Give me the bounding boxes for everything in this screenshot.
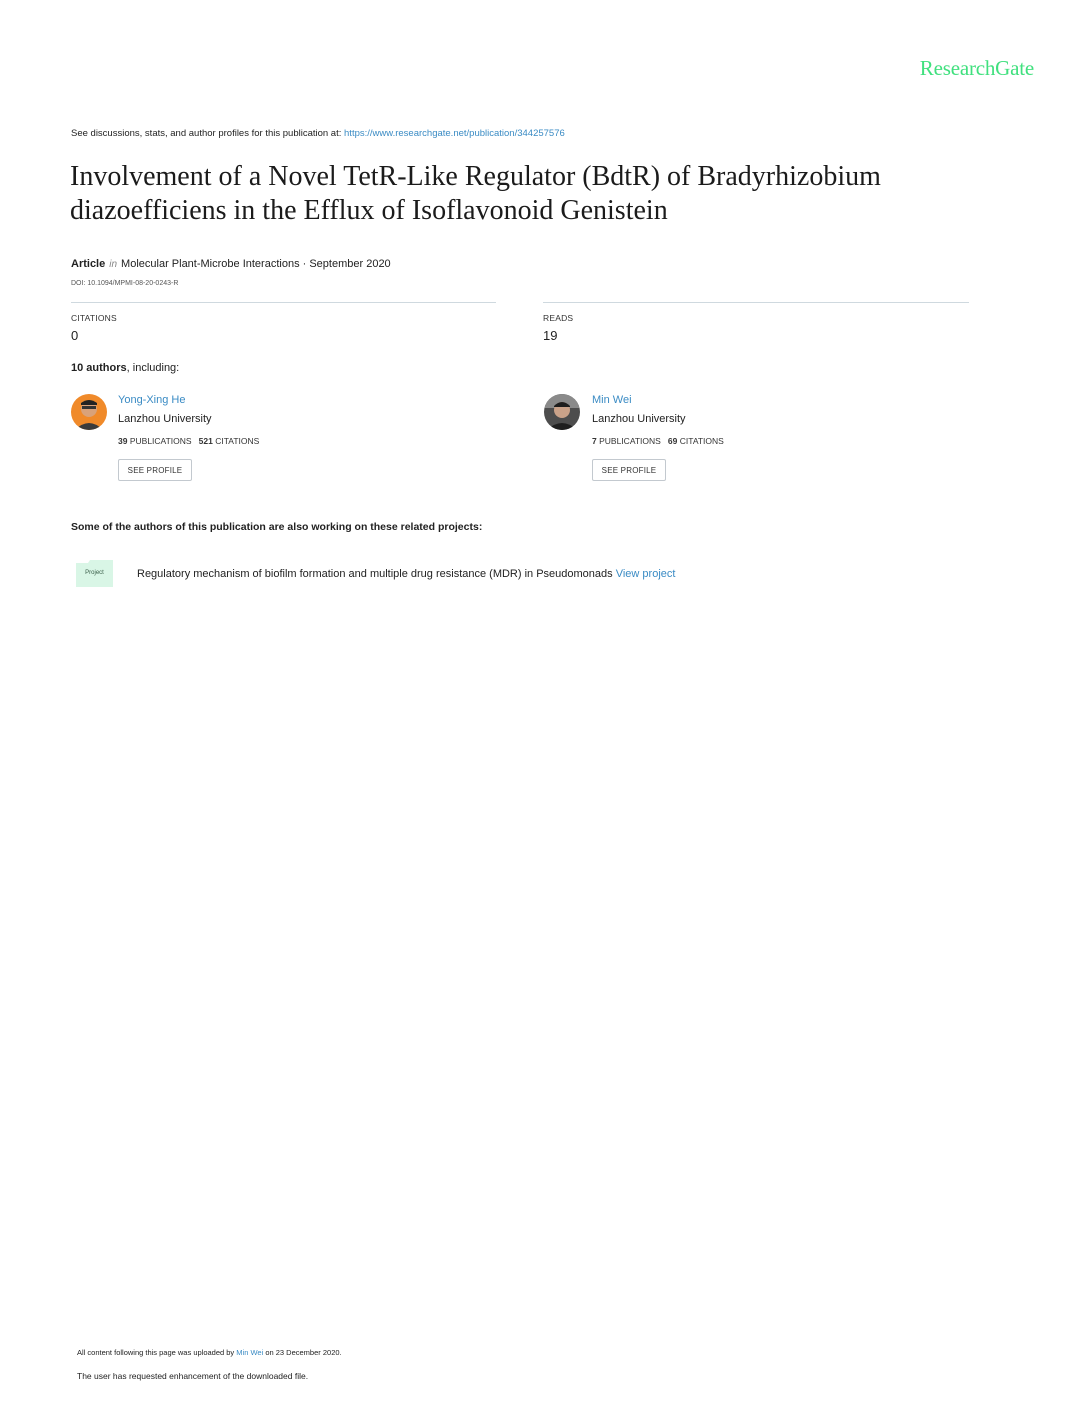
project-icon-label: Project [85,570,104,576]
publications-count: 7 [592,436,597,446]
upload-note [77,1348,342,1357]
journal-date: Molecular Plant-Microbe Interactions · September 2020 [121,258,391,270]
upload-suffix: on 23 December 2020. [263,1348,342,1357]
article-meta [71,258,391,270]
divider-right [543,302,969,303]
divider-left [71,302,496,303]
article-type: Article [71,258,106,270]
author-photo-icon [544,394,580,430]
project-item [137,568,675,580]
authors-including: , including: [126,362,180,374]
avatar[interactable] [544,394,580,430]
project-folder-icon [76,560,113,587]
title-line-2: diazoefficiens in the Efflux of Isoflavonoid Genistein [70,195,668,226]
url-intro-text: See discussions, stats, and author profiles for this publication at: [71,128,345,139]
publications-label: PUBLICATIONS [129,436,192,446]
author-institution: Lanzhou University [118,413,212,425]
see-profile-button[interactable]: SEE PROFILE [592,459,666,481]
authors-heading [71,362,179,374]
authors-count: 10 authors [71,362,127,374]
in-word: in [109,259,118,270]
publication-url-link[interactable]: https://www.researchgate.net/publication/344257576 [344,128,565,139]
enhancement-note: The user has requested enhancement of the downloaded file. [77,1371,309,1381]
author-stats [118,436,259,446]
upload-prefix: All content following this page was uploaded by [77,1348,237,1357]
avatar[interactable] [71,394,107,430]
author-institution: Lanzhou University [592,413,686,425]
see-profile-button[interactable]: SEE PROFILE [118,459,192,481]
publications-count: 39 [118,436,128,446]
author-citations-count: 521 [198,436,213,446]
uploader-link[interactable]: Min Wei [236,1348,264,1357]
related-projects-heading: Some of the authors of this publication are also working on these related projects: [71,521,483,533]
author-photo-icon [71,394,107,430]
author-citations-label: CITATIONS [679,436,724,446]
author-citations-count: 69 [667,436,678,446]
title-line-1: Involvement of a Novel TetR-Like Regulator (BdtR) of Bradyrhizobium [70,161,881,192]
publications-label: PUBLICATIONS [599,436,661,446]
view-project-link[interactable]: View project [615,568,676,580]
author-name-link[interactable]: Yong-Xing He [118,394,186,406]
project-title: Regulatory mechanism of biofilm formation and multiple drug resistance (MDR) in Pseudomonads [137,568,613,580]
doi: DOI: 10.1094/MPMI-08-20-0243-R [71,280,179,287]
author-stats [592,436,724,446]
publication-url-line [71,128,565,139]
page-title [70,160,970,228]
researchgate-logo[interactable]: ResearchGate [919,56,1034,80]
reads-count: 19 [543,328,558,343]
citations-label: CITATIONS [71,313,117,323]
citations-count: 0 [71,328,79,343]
author-name-link[interactable]: Min Wei [592,394,632,406]
author-citations-label: CITATIONS [215,436,260,446]
reads-label: READS [543,313,574,323]
